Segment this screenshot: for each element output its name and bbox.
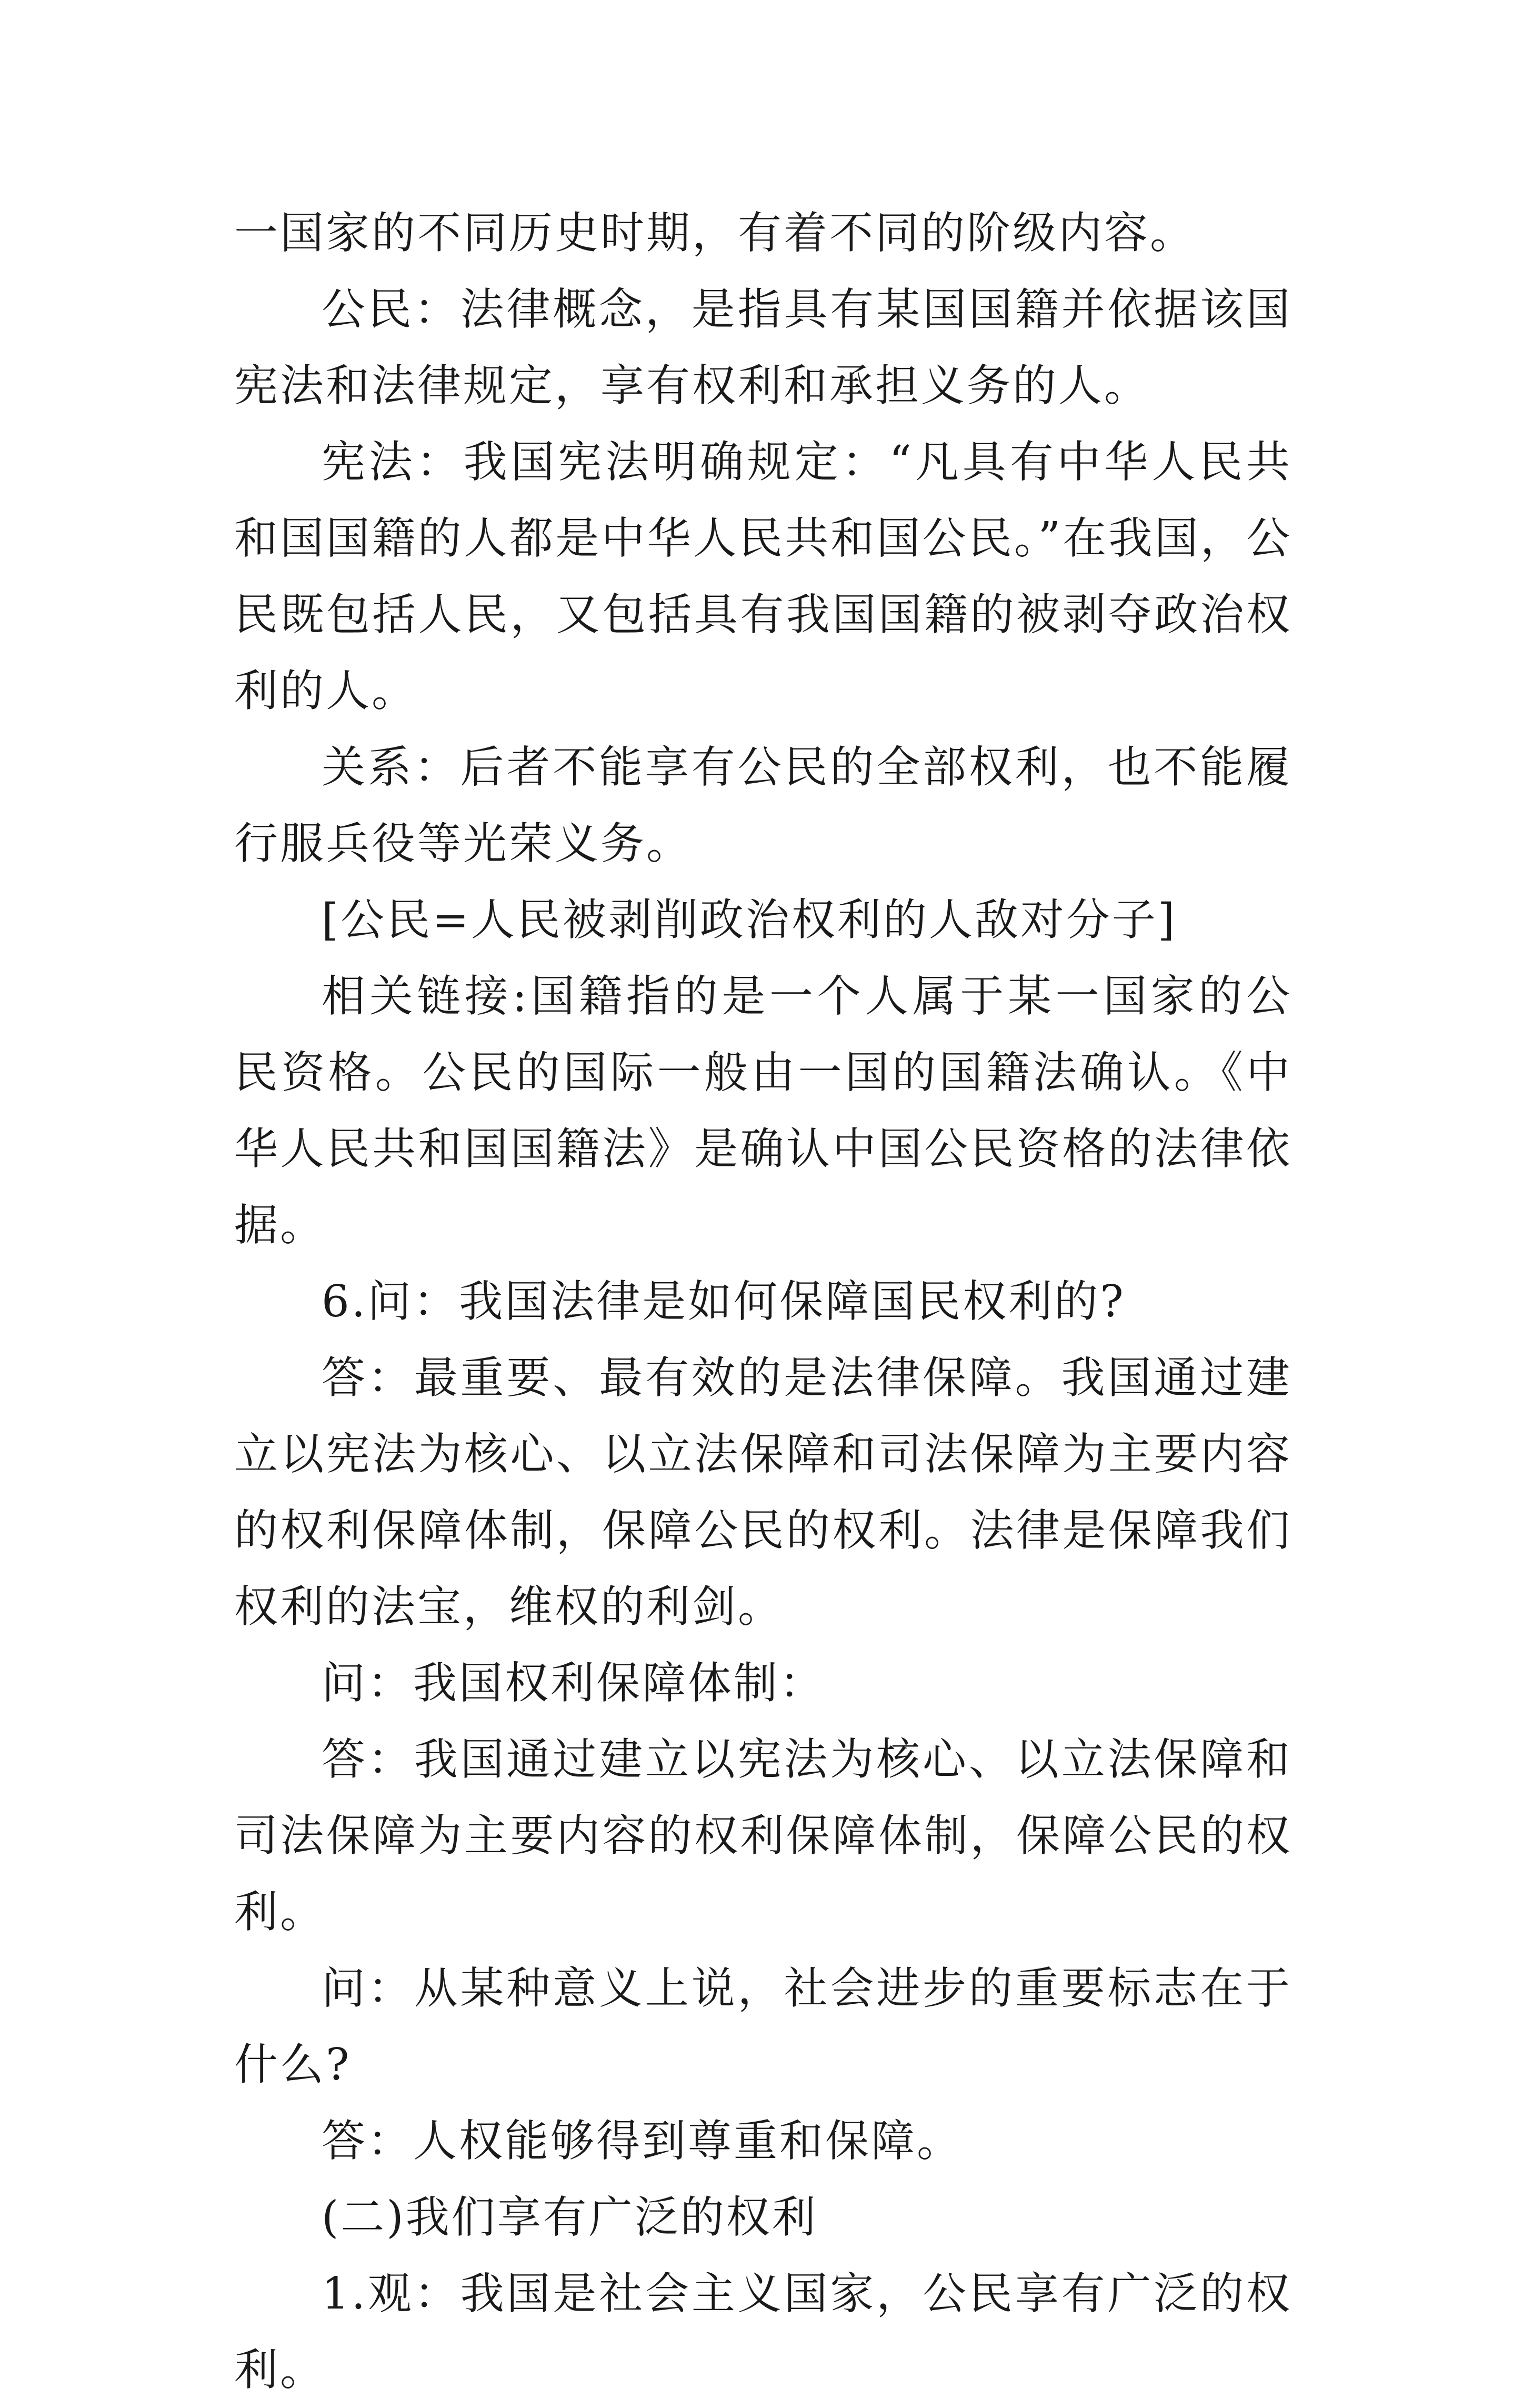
paragraph-constitution: 宪法：我国宪法明确规定：“凡具有中华人民共和国国籍的人都是中华人民共和国公民。”在我国，公民既包括人民，又包括具有我国国籍的被剥夺政治权利的人。	[234, 436, 1292, 716]
paragraph-relation: 关系：后者不能享有公民的全部权利，也不能履行服兵役等光荣义务。	[234, 742, 1292, 869]
paragraph-question-progress: 问：从某种意义上说，社会进步的重要标志在于什么?	[234, 1963, 1292, 2090]
paragraph-formula: [公民=人民被剥削政治权利的人敌对分子]	[322, 894, 1177, 945]
paragraph-related-link: 相关链接:国籍指的是一个人属于某一国家的公民资格。公民的国际一般由一国的国籍法确认。《中华人民共和国国籍法》是确认中国公民资格的法律依据。	[234, 971, 1292, 1251]
paragraph-answer-6: 答：最重要、最有效的是法律保障。我国通过建立以宪法为核心、以立法保障和司法保障为主要内容的权利保障体制，保障公民的权利。法律是保障我们权利的法宝，维权的利剑。	[234, 1352, 1292, 1632]
paragraph-question-6: 6.问：我国法律是如何保障国民权利的?	[322, 1276, 1126, 1327]
document-body	[234, 195, 1292, 2408]
paragraph-answer-progress: 答：人权能够得到尊重和保障。	[322, 2115, 963, 2166]
paragraph-continuation: 一国家的不同历史时期，有着不同的阶级内容。	[234, 207, 1196, 258]
section-heading-rights: (二)我们享有广泛的权利	[322, 2192, 818, 2243]
paragraph-citizen-definition: 公民：法律概念，是指具有某国国籍并依据该国宪法和法律规定，享有权利和承担义务的人。	[234, 284, 1292, 411]
paragraph-answer-system: 答：我国通过建立以宪法为核心、以立法保障和司法保障为主要内容的权利保障体制，保障公民的权利。	[234, 1734, 1292, 1937]
paragraph-question-system: 问：我国权利保障体制：	[322, 1657, 825, 1708]
paragraph-point-1: 1.观：我国是社会主义国家，公民享有广泛的权利。	[234, 2268, 1292, 2395]
